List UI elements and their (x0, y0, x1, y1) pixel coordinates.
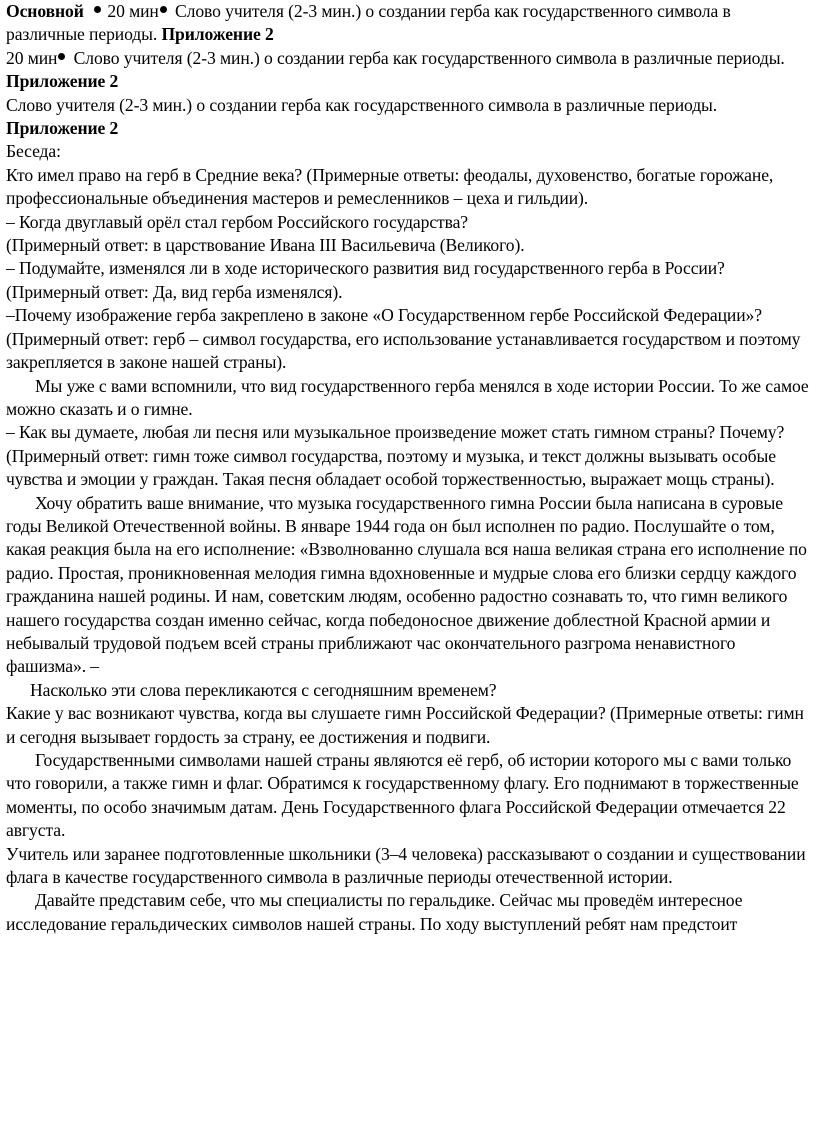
teacher-word-text: Слово учителя (2-3 мин.) о создании герба как государственного символа в различные периоды. (6, 94, 718, 115)
time-paragraph-text: Слово учителя (2-3 мин.) о создании герба как государственного символа в различные периоды. (69, 47, 785, 68)
paragraph-heraldry: Давайте представим себе, что мы специалисты по геральдике. Сейчас мы проведём интересное исследование геральдических символов нашей страны. По ходу выступлений ребят нам предстоит (6, 890, 743, 934)
stage-text: Слово учителя (2-3 мин.) о создании герба как государственного символа в различные периоды. (6, 1, 731, 45)
appendix-ref: Приложение 2 (6, 118, 119, 139)
answer-ivan-iii: (Примерный ответ: в царствование Ивана III Васильевича (Великого). (6, 235, 525, 256)
question-feelings: Какие у вас возникают чувства, когда вы слушаете гимн Российской Федерации? (Примерные ответы: гимн и сегодня вызывает гордость за страну, ее достижения и подвиги. (6, 703, 804, 747)
time-text: 20 мин (6, 47, 58, 68)
stage-paragraph (6, 0, 810, 47)
conversation-heading: Беседа: (6, 141, 61, 162)
bullet-icon (94, 6, 101, 13)
bullet-icon (160, 6, 167, 13)
teacher-word-paragraph (6, 94, 810, 141)
answer-arms-change: (Примерный ответ: Да, вид герба изменялся). (6, 281, 343, 302)
question-double-headed-eagle: – Когда двуглавый орёл стал гербом Российского государства? (6, 211, 469, 232)
question-anthem: – Как вы думаете, любая ли песня или музыкальное произведение может стать гимном страны? Почему? (6, 422, 785, 443)
appendix-ref: Приложение 2 (6, 71, 119, 92)
paragraph-state-symbols: Государственными символами нашей страны являются её герб, об истории которого мы с вами только что говорили, а также гимн и флаг. Обратимся к государственному флагу. Его поднимают в торжественные моменты, по особо значимым датам. День Государственного флага Российской Федерации отмечается 22 августа. (6, 750, 799, 841)
question-relevance: Насколько эти слова перекликаются с сегодняшним временем? (30, 679, 497, 700)
time-paragraph (6, 47, 810, 94)
answer-anthem: (Примерный ответ: гимн тоже символ государства, поэтому и музыка, и текст должны вызывать особые чувства и эмоции у граждан. Такая песня обладает особой торжественностью, выражает мощь страны). (6, 445, 776, 490)
appendix-ref: Приложение 2 (161, 24, 274, 45)
answer-law: (Примерный ответ: герб – символ государства, его использование устанавливается государством и поэтому закрепляется в законе нашей страны). (6, 328, 801, 373)
bullet-icon (58, 53, 65, 60)
question-arms-change: – Подумайте, изменялся ли в ходе исторического развития вид государственного герба в России? (6, 258, 725, 279)
paragraph-anthem-intro: Мы уже с вами вспомнили, что вид государственного герба менялся в ходе истории России. То же самое можно сказать и о гимне. (6, 375, 809, 419)
question-coat-of-arms-right: Кто имел право на герб в Средние века? (Примерные ответы: феодалы, духовенство, богатые горожане, профессиональные объединения мастеров и ремесленников – цеха и гильдии). (6, 164, 774, 209)
stage-time: 20 мин (103, 1, 159, 21)
question-law: –Почему изображение герба закреплено в законе «О Государственном гербе Российской Федерации»? (6, 305, 762, 326)
stage-label: Основной (6, 1, 84, 21)
paragraph-anthem-history: Хочу обратить ваше внимание, что музыка государственного гимна России была написана в суровые годы Великой Отечественной войны. В январе 1944 года он был исполнен по радио. Послушайте о том, какая реакция была на его исполнение: «Взволнованно слушала вся наша великая страна его исполнение по радио. Простая, проникновенная мелодия гимна вдохновенные и мудрые слова его близки сердцу каждого гражданина нашей родины. И нам, советским людям, особенно радостно сознавать то, что гимн великого нашего государства создан именно сейчас, когда победоносное движение доблестной Красной армии и небывалый трудовой подъем всей страны приближают час окончательного разгрома ненавистного фашизма». – (6, 492, 807, 677)
paragraph-flag-story: Учитель или заранее подготовленные школьники (3–4 человека) рассказывают о создании и существовании флага в качестве государственного символа в различные периоды отечественной истории. (6, 843, 806, 888)
